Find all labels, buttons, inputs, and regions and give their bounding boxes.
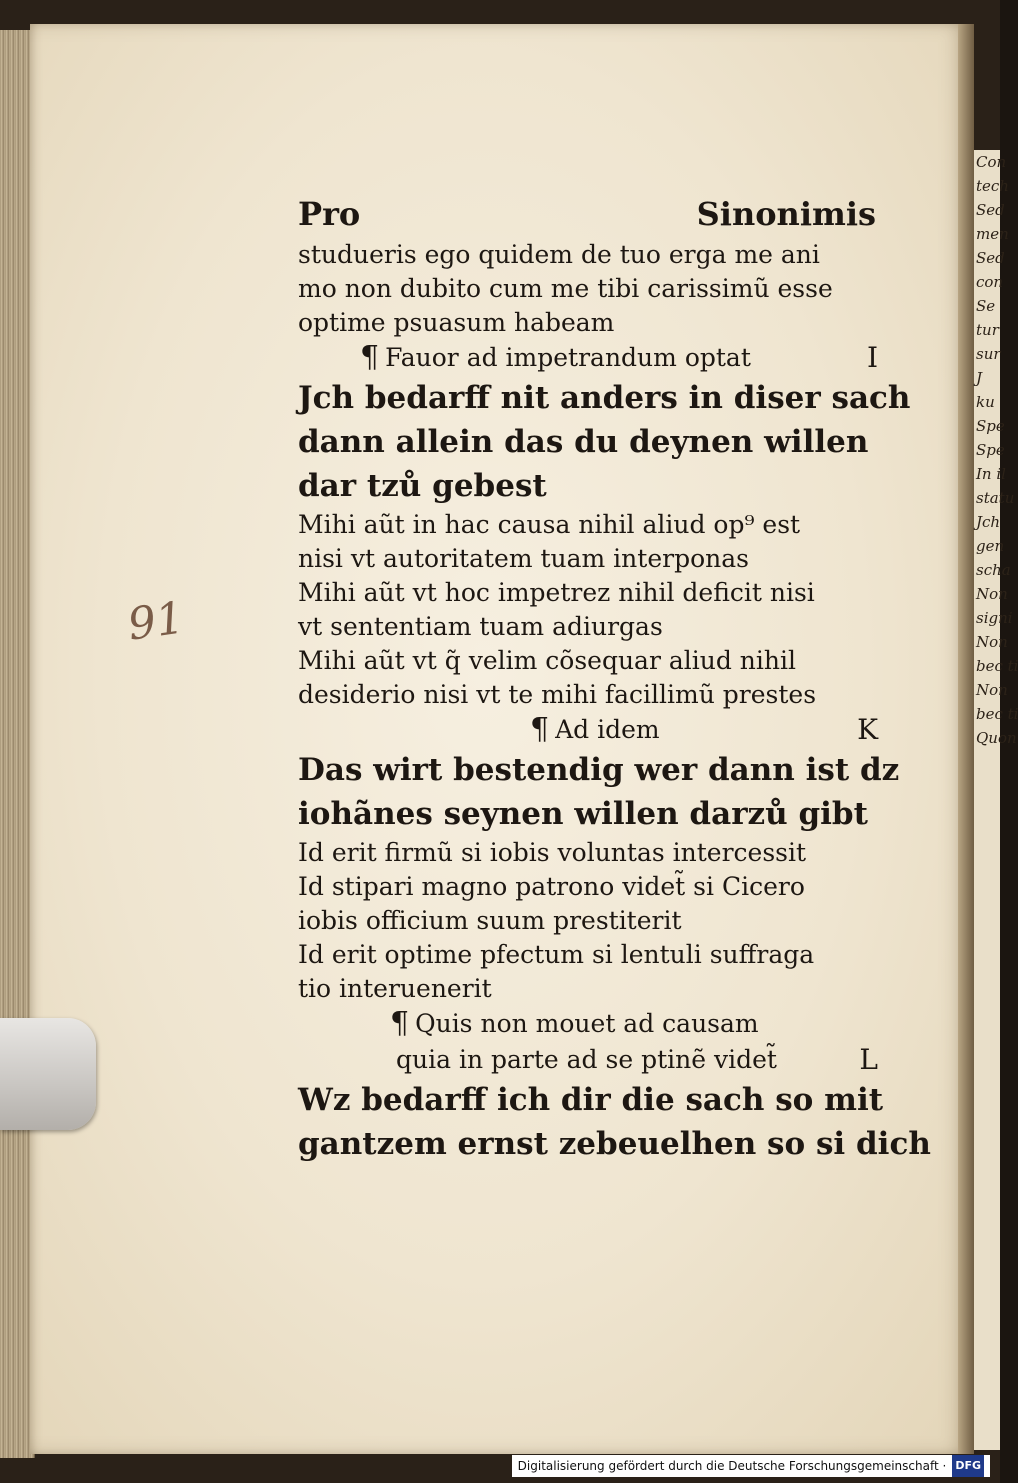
section-letter: I [866,341,878,374]
next-page-fragment: Se [976,297,996,315]
pilcrow-mark: ¶ [390,1006,410,1041]
latin-text-line: nisi vt autoritatem tuam interponas [298,544,749,573]
next-page-fragment: scha [976,561,1011,579]
next-page-fragment: men [976,225,1009,243]
next-page-fragment: ku [976,393,995,411]
section-letter: K [857,713,878,746]
next-page-fragment: Spe [976,441,1005,459]
next-page-fragment: Jch [976,513,1001,531]
page-tab-marker [0,1018,96,1130]
rubric-text: Fauor ad impetrandum optat [385,343,751,372]
next-page-fragment: Non [976,633,1008,651]
latin-text-line: studueris ego quidem de tuo erga me ani [298,240,820,269]
latin-text-line: optime psuasum habeam [298,308,615,337]
german-text-line: Wz bedarff ich dir die sach so mit [298,1082,884,1118]
german-text-line: iohãnes seynen willen darzů gibt [298,796,868,832]
next-page-fragment: Spe [976,417,1005,435]
next-page-fragment: sur [976,345,1001,363]
next-page-fragment: signi [976,609,1013,627]
rubric-text: Quis non mouet ad causam [415,1009,759,1038]
next-page-fragment: gen [976,537,1005,555]
next-page-fragment: Con [976,153,1007,171]
next-page-fragment: Sed [976,249,1005,267]
margin-note: 91 [124,592,188,651]
next-page-fragment: bec ti [976,705,1018,723]
german-text-line: dann allein das du deynen willen [298,424,869,460]
german-text-line: gantzem ernst zebeuelhen so si dich [298,1126,931,1162]
latin-text-line: Id erit firmũ si iobis voluntas intercessit [298,838,807,867]
latin-text-line: Mihi aũt vt q̃ velim cõsequar aliud nihil [298,646,796,675]
next-page-fragment: Quon [976,729,1017,747]
running-head-right: Sinonimis [696,195,876,233]
latin-text-line: Mihi aũt in hac causa nihil aliud op⁹ est [298,510,801,539]
gutter [958,24,974,1454]
latin-text-line: vt sententiam tuam adiurgas [298,612,663,641]
credit-text: Digitalisierung gefördert durch die Deutsche Forschungsgemeinschaft · [517,1459,947,1473]
next-page-fragment: In il [976,465,1006,483]
latin-text-line: Id stipari magno patrono videt̃ si Cicero [298,872,805,901]
next-page-fragment: statu [976,489,1015,507]
section-letter: L [859,1043,878,1076]
german-text-line: Jch bedarff nit anders in diser sach [298,380,911,416]
running-head [298,190,876,238]
page-text [298,190,931,1166]
rubric-line [298,1006,888,1042]
latin-text-line: Id erit optime pfectum si lentuli suffraga [298,940,815,969]
latin-text-line: mo non dubito cum me tibi carissimũ esse [298,274,833,303]
rubric-line [298,1042,888,1078]
next-page-fragment: Sed [976,201,1005,219]
rubric-line [298,340,888,376]
next-page-fragment: con [976,273,1004,291]
next-page-fragment: bec ti [976,657,1018,675]
rubric-line [298,712,888,748]
latin-text-line: Mihi aũt vt hoc impetrez nihil deficit nisi [298,578,815,607]
next-page-fragment: Non [976,681,1008,699]
rubric-text: quia in parte ad se ptinẽ videt̃ [396,1045,777,1074]
next-page-edge [974,150,1018,1450]
latin-text-line: desiderio nisi vt te mihi facillimũ prestes [298,680,817,709]
next-page-fragment: tech [976,177,1009,195]
digitization-credit [512,1455,990,1477]
pilcrow-mark: ¶ [530,712,550,747]
next-page-fragment: tur [976,321,999,339]
section-letter [878,1006,888,1042]
next-page-fragment: J [976,369,983,387]
next-page-fragment: Non [976,585,1008,603]
german-text-line: Das wirt bestendig wer dann ist dz [298,752,900,788]
running-head-left: Pro [298,195,361,233]
latin-text-line: iobis officium suum prestiterit [298,906,682,935]
german-text-line: dar tzů gebest [298,468,547,504]
latin-text-line: tio interuenerit [298,974,492,1003]
rubric-text: Ad idem [555,715,660,744]
dfg-logo: DFG [952,1455,984,1477]
pilcrow-mark: ¶ [360,340,380,375]
